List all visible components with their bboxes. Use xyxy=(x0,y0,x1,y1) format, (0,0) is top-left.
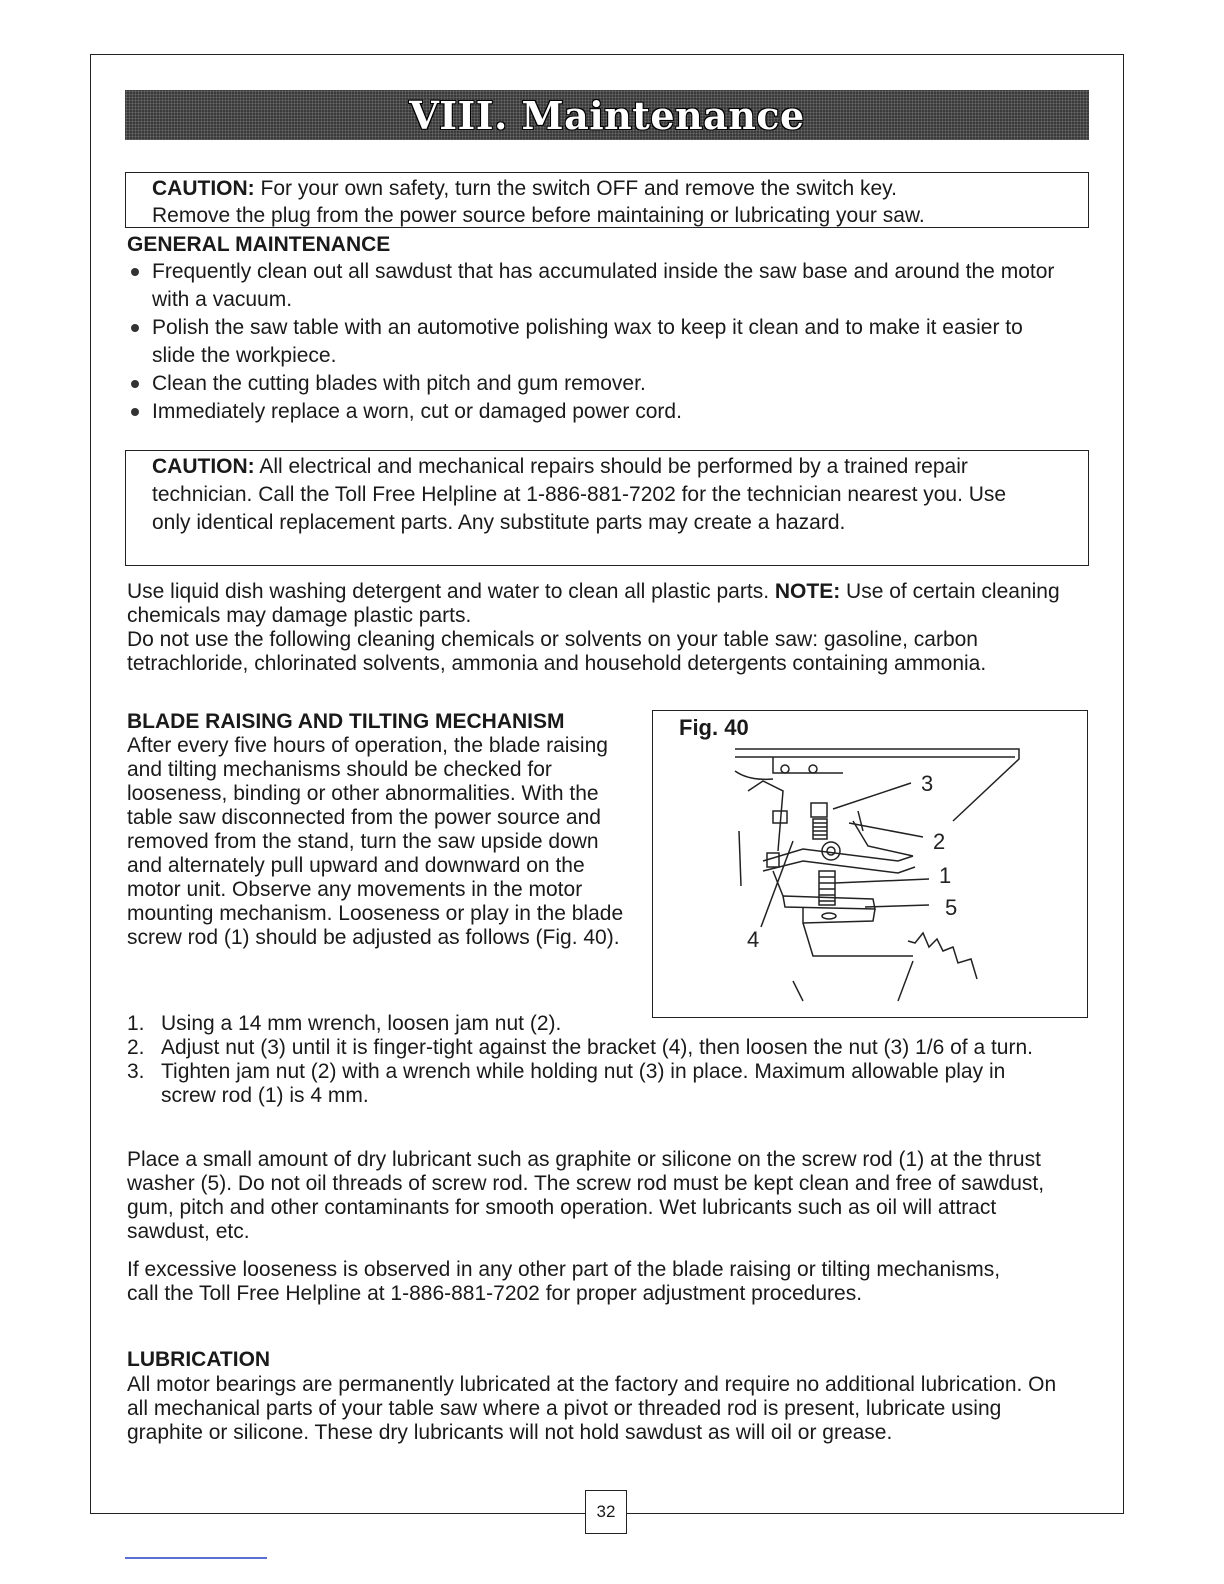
note-label: NOTE: xyxy=(774,580,841,603)
caution-line-1: CAUTION: For your own safety, turn the switch OFF and remove the switch key. xyxy=(152,177,897,200)
blade-mechanism-heading: BLADE RAISING AND TILTING MECHANISM xyxy=(127,710,565,733)
looseness-paragraph: If excessive looseness is observed in any other part of the blade raising or tilting mechanisms, call the Toll Free Helpline at 1-886-881-7202 for proper adjustment procedures. xyxy=(127,1258,1001,1305)
list-item: Polish the saw table with an automotive polishing wax to keep it clean and to make it easier to slide the workpiece. xyxy=(127,314,1087,370)
lubrication-heading: LUBRICATION xyxy=(127,1348,271,1371)
lubricant-paragraph: Place a small amount of dry lubricant such as graphite or silicone on the screw rod (1) at the thrust washer (5). Do not oil threads of screw rod. The screw rod must be kept clean and free of sawdust, gum, pitch and other contaminants for smooth operation. Wet lubricants such as oil will attract sawdust, etc. xyxy=(127,1148,1045,1243)
list-item: 2. Adjust nut (3) until it is finger-tight against the bracket (4), then loosen the nut (3) 1/6 of a turn. xyxy=(127,1036,1033,1059)
callout-5: 5 xyxy=(945,895,958,920)
blade-mechanism-illustration xyxy=(653,711,1089,1019)
lubrication-paragraph: All motor bearings are permanently lubricated at the factory and require no additional lubrication. On all mechanical parts of your table saw where a pivot or threaded rod is present, lubricate using graphite or silicone. These dry lubricants will not hold sawdust as will oil or grease. xyxy=(127,1373,1057,1444)
caution-box-safety xyxy=(125,172,1089,228)
list-item: 3. Tighten jam nut (2) with a wrench while holding nut (3) in place. Maximum allowable play in screw rod (1) is 4 mm. xyxy=(127,1060,1006,1107)
footer-underline xyxy=(125,1557,267,1559)
page-number: 32 xyxy=(585,1490,627,1534)
figure-label: Fig. 40 xyxy=(679,715,749,740)
caution-box-repairs: CAUTION: All electrical and mechanical repairs should be performed by a trained repair technician. Call the Toll Free Helpline at 1-886-881-7202 for the technician nearest you. Use only identical replacement parts. Any substitute parts may create a hazard. xyxy=(125,450,1089,566)
callout-3: 3 xyxy=(921,771,934,796)
list-item: Immediately replace a worn, cut or damaged power cord. xyxy=(127,398,1087,426)
cleaning-paragraph-1: Use liquid dish washing detergent and water to clean all plastic parts. NOTE: Use of certain cleaning chemicals may damage plastic parts. xyxy=(127,580,1060,627)
callout-2: 2 xyxy=(933,829,946,854)
cleaning-paragraph-2: Do not use the following cleaning chemicals or solvents on your table saw: gasoline, carbon tetrachloride, chlorinated solvents, ammonia and household detergents containing ammonia. xyxy=(127,628,987,675)
list-item: Clean the cutting blades with pitch and gum remover. xyxy=(127,370,1087,398)
list-item: Frequently clean out all sawdust that has accumulated inside the saw base and around the motor with a vacuum. xyxy=(127,258,1087,314)
callout-4: 4 xyxy=(747,927,760,952)
caution-label: CAUTION: xyxy=(152,177,255,200)
caution-label: CAUTION: xyxy=(152,455,255,478)
general-maintenance-list xyxy=(127,258,1087,426)
callout-1: 1 xyxy=(939,863,952,888)
section-banner xyxy=(125,90,1089,140)
adjustment-steps xyxy=(127,1012,1087,1108)
section-title: VIII. Maintenance xyxy=(409,92,805,138)
figure-40 xyxy=(652,710,1088,1018)
blade-mechanism-paragraph: After every five hours of operation, the blade raising and tilting mechanisms should be checked for looseness, binding or other abnormalities. With the table saw disconnected from the power source and removed from the stand, turn the saw upside down and alternately pull upward and downward on the motor unit. Observe any movements in the motor mounting mechanism. Looseness or play in the blade screw rod (1) should be adjusted as follows (Fig. 40). xyxy=(127,734,624,949)
caution-line-2: Remove the plug from the power source before maintaining or lubricating your saw. xyxy=(152,204,925,227)
general-maintenance-heading: GENERAL MAINTENANCE xyxy=(127,233,391,256)
list-item: 1. Using a 14 mm wrench, loosen jam nut (2). xyxy=(127,1012,562,1035)
